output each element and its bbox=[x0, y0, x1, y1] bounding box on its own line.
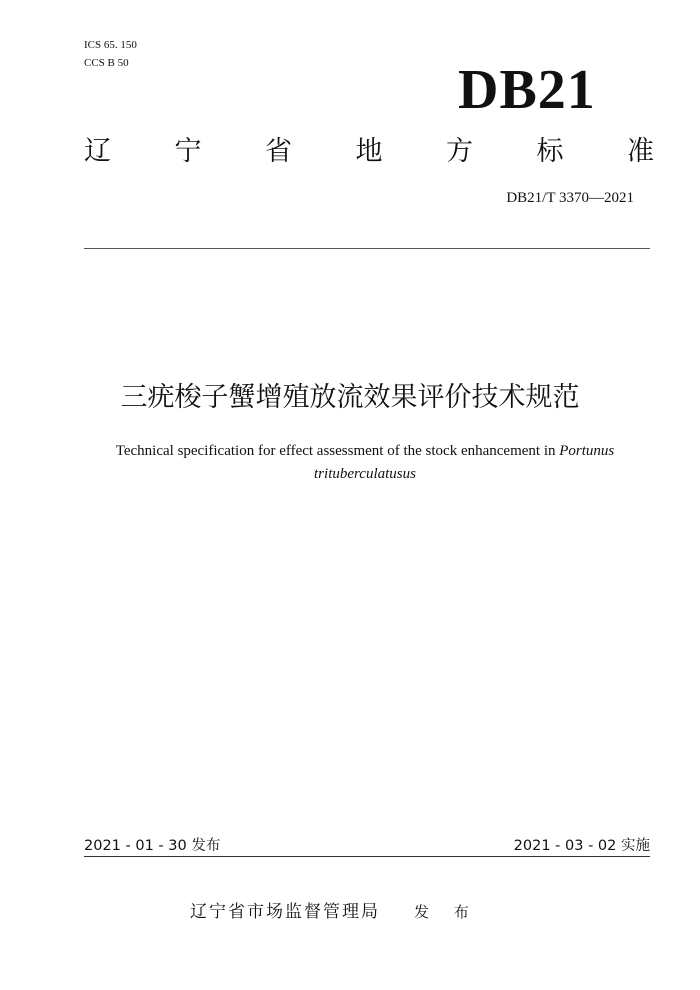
standard-type bbox=[84, 134, 654, 170]
issue-date: 2021 - 01 - 30 发布 bbox=[84, 838, 221, 854]
ics-code: ICS 65. 150 bbox=[84, 39, 137, 51]
title-english bbox=[80, 440, 650, 486]
standard-type-char: 方 bbox=[446, 136, 473, 167]
issuer-name: 辽宁省市场监督管理局 bbox=[190, 902, 380, 922]
standard-type-char: 标 bbox=[536, 136, 564, 167]
title-chinese: 三疣梭子蟹增殖放流效果评价技术规范 bbox=[120, 382, 580, 413]
implement-date: 2021 - 03 - 02 实施 bbox=[513, 838, 650, 854]
db-logo: DB21 bbox=[458, 59, 596, 121]
footer-divider bbox=[84, 856, 650, 857]
standard-type-char: 准 bbox=[627, 136, 654, 167]
ccs-code: CCS B 50 bbox=[84, 57, 129, 69]
title-english-species: Portunus trituberculatusus bbox=[314, 443, 615, 482]
standard-type-char: 辽 bbox=[84, 136, 111, 167]
standard-type-char: 宁 bbox=[174, 136, 202, 167]
classification-codes bbox=[84, 36, 137, 72]
issuer-line bbox=[190, 900, 479, 924]
header-divider bbox=[84, 248, 650, 249]
standard-type-char: 省 bbox=[265, 136, 292, 167]
standard-number: DB21/T 3370—2021 bbox=[506, 190, 634, 206]
date-row bbox=[84, 836, 650, 856]
issue-action: 发 布 bbox=[414, 903, 479, 921]
title-english-main: Technical specification for effect assessment of the stock enhancement in bbox=[115, 443, 560, 459]
standard-type-char: 地 bbox=[355, 136, 383, 167]
